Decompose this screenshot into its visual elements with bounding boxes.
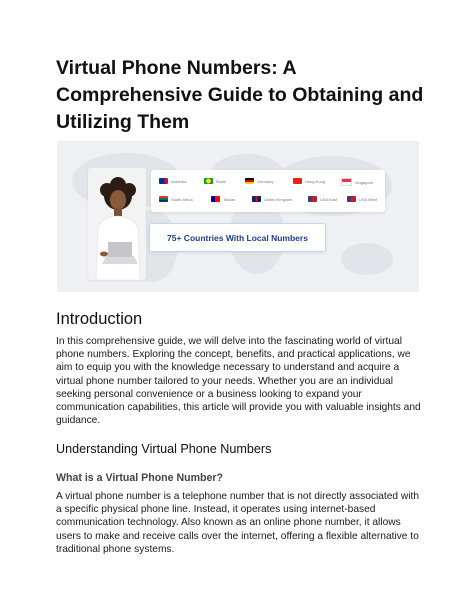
flag-item: Brazil bbox=[204, 178, 226, 184]
hero-image bbox=[57, 141, 419, 292]
countries-banner bbox=[149, 223, 326, 252]
flag-item: Germany bbox=[245, 178, 273, 184]
hong-kong-flag-icon bbox=[293, 178, 302, 184]
south-africa-flag-icon bbox=[159, 196, 168, 202]
flag-item: USA East bbox=[308, 196, 337, 202]
introduction-heading: Introduction bbox=[56, 310, 143, 328]
usa-flag-icon bbox=[347, 196, 356, 202]
introduction-paragraph: In this comprehensive guide, we will delve into the fascinating world of virtual phone numbers. Exploring the concept, benefits, and practical applications, we aim to equip you with the knowledge necessary to understand and acquire a virtual phone number tailored to your needs. Whether you are an individual seeking personal convenience or a business looking to expand your communication capabilities, this article will provide you with valuable insights and guidance. bbox=[56, 336, 421, 427]
germany-flag-icon bbox=[245, 178, 254, 184]
flag-item: United Kingdom bbox=[252, 196, 292, 202]
section-heading: Understanding Virtual Phone Numbers bbox=[56, 442, 272, 456]
flag-item: USA West bbox=[347, 196, 377, 202]
flag-item: Taiwan bbox=[211, 196, 235, 202]
usa-flag-icon bbox=[308, 196, 317, 202]
section-paragraph: A virtual phone number is a telephone number that is not directly associated with a specific physical phone line. Instead, it operates using internet-based communication technology. Also known as an online phone number, it allows users to make and receive calls over the internet, offering a flexible alternative to traditional phone systems. bbox=[56, 491, 419, 555]
taiwan-flag-icon bbox=[211, 196, 220, 202]
flag-item: Hong Kong bbox=[293, 178, 325, 184]
united-kingdom-flag-icon bbox=[252, 196, 261, 202]
brazil-flag-icon bbox=[204, 178, 213, 184]
flag-item: South Africa bbox=[159, 196, 193, 202]
singapore-flag-icon bbox=[341, 178, 352, 186]
section-subheading: What is a Virtual Phone Number? bbox=[56, 472, 223, 484]
countries-banner-text: 75+ Countries With Local Numbers bbox=[167, 232, 308, 243]
document-title: Virtual Phone Numbers: A Comprehensive Guide to Obtaining and Utilizing Them bbox=[56, 57, 424, 133]
australia-flag-icon bbox=[159, 178, 168, 184]
country-flags-panel bbox=[151, 170, 385, 212]
woman-with-laptop-photo bbox=[88, 168, 146, 280]
flag-item: Singapore bbox=[341, 178, 373, 186]
flag-item: Australia bbox=[159, 178, 187, 184]
